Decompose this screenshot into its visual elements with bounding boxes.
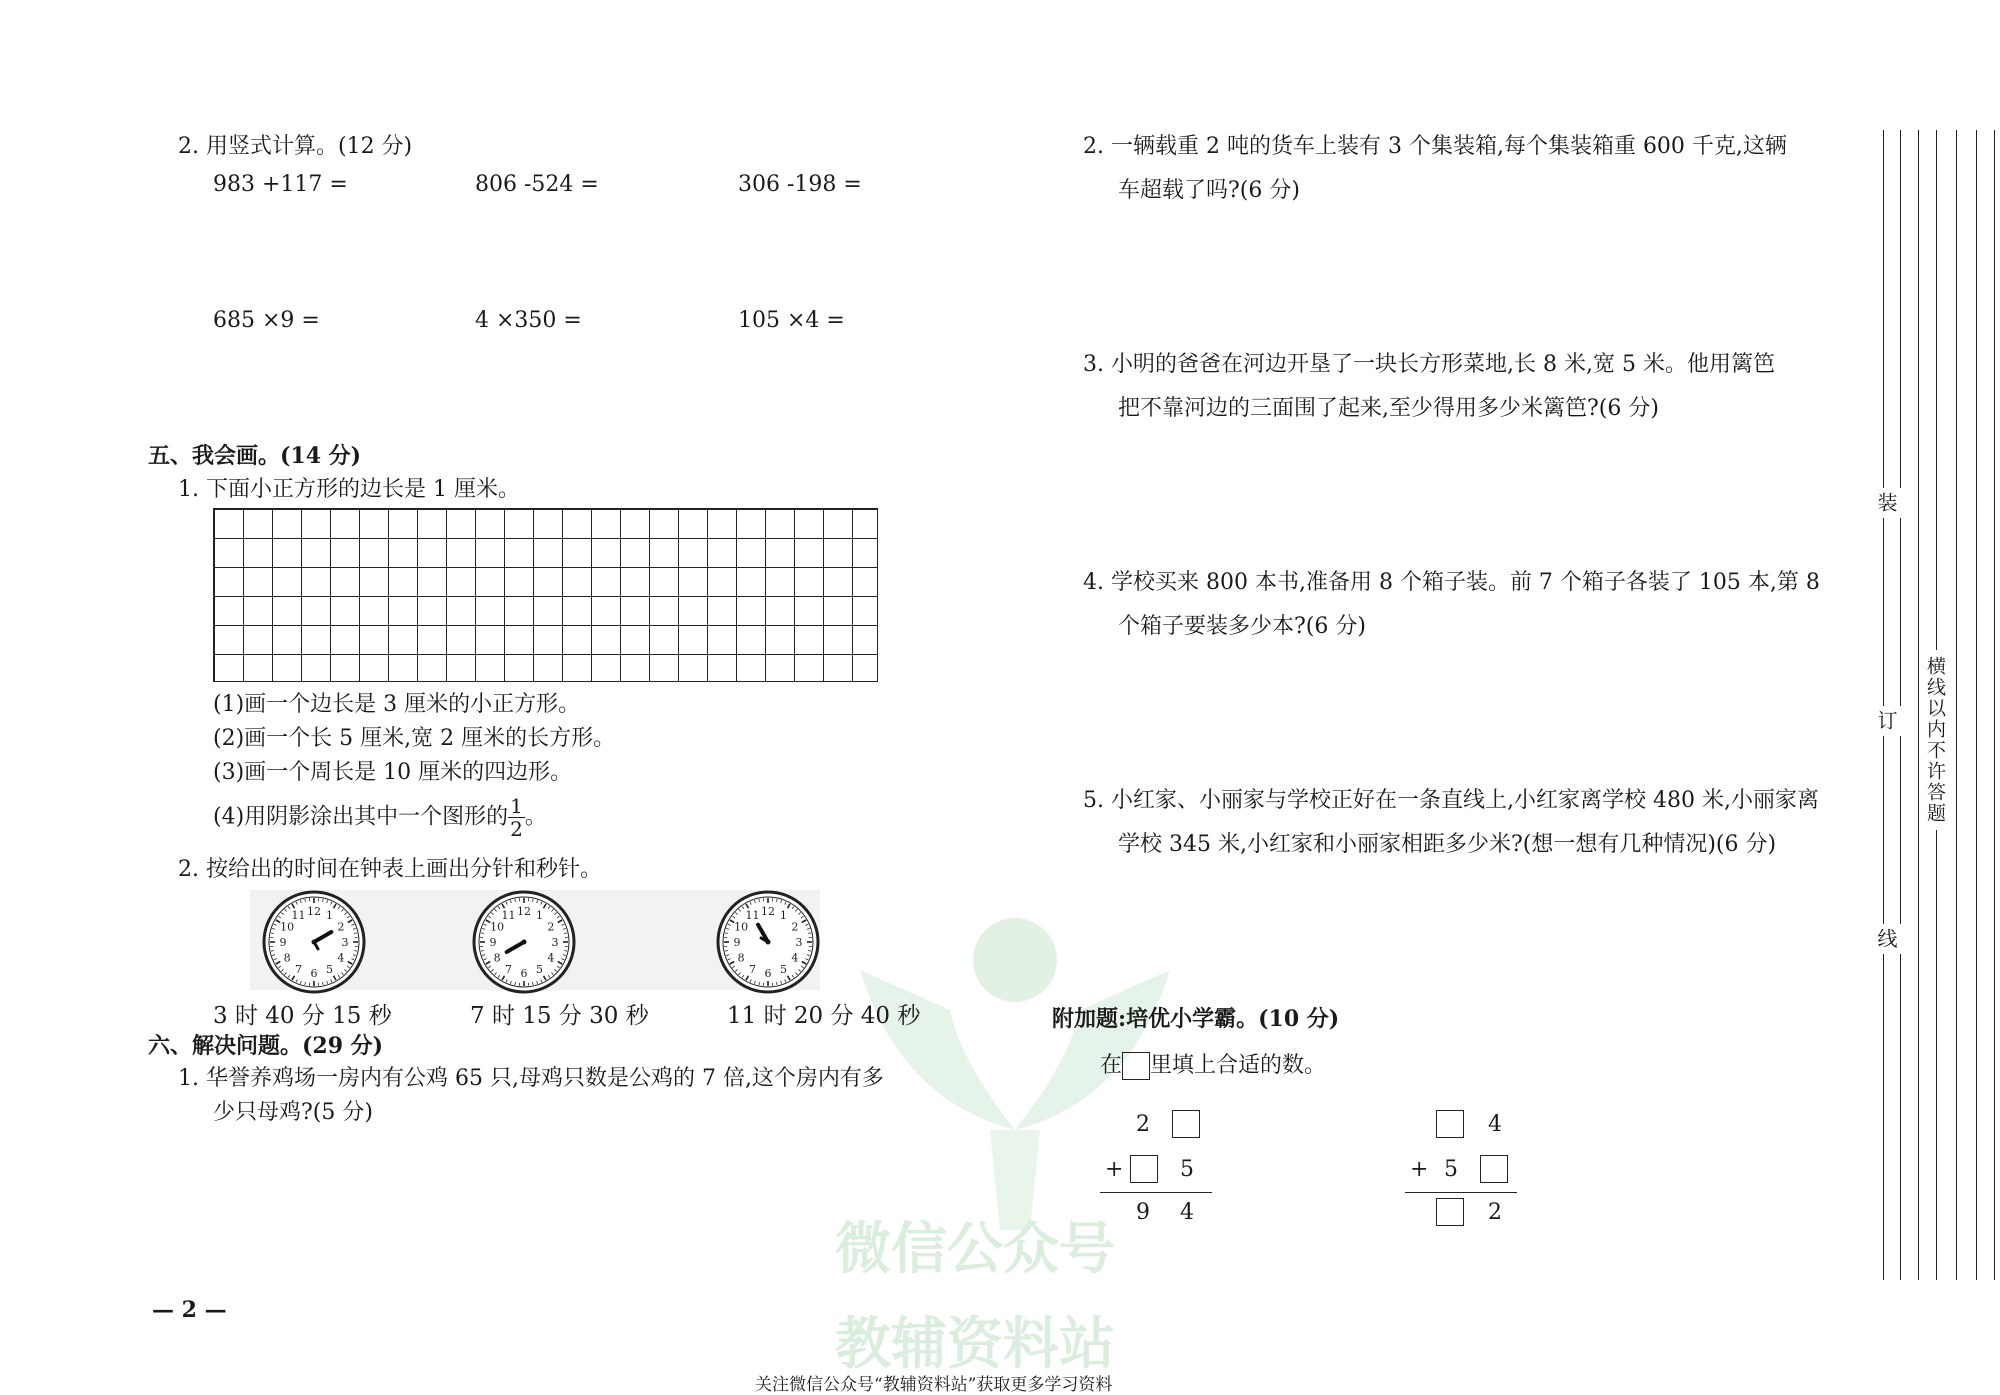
svg-text:4: 4 [791, 952, 798, 965]
clock-1[interactable] [262, 890, 366, 998]
right-q4-line2: 个箱子要装多少本?(6 分) [1118, 612, 1366, 642]
right-q5-line1: 5. 小红家、小丽家与学校正好在一条直线上,小红家离学校 480 米,小丽家离 [1083, 786, 1819, 816]
svg-text:2: 2 [547, 921, 554, 934]
margin-line-5 [1956, 130, 1957, 1280]
svg-text:8: 8 [284, 952, 291, 965]
puzzle1-r3-b: 4 [1180, 1198, 1194, 1228]
section-6-q1-line1: 1. 华誉养鸡场一房内有公鸡 65 只,母鸡只数是公鸡的 7 倍,这个房内有多 [178, 1064, 884, 1094]
section-6-title: 六、解决问题。(29 分) [148, 1031, 383, 1061]
clock-face-svg [472, 890, 576, 994]
svg-text:6: 6 [765, 967, 772, 980]
margin-line-1 [1883, 130, 1884, 1280]
svg-text:5: 5 [536, 963, 543, 976]
margin-line-3 [1918, 130, 1919, 1280]
puzzle2-plus: + [1410, 1155, 1428, 1185]
svg-text:11: 11 [502, 909, 516, 922]
clock-label-1: 3 时 40 分 15 秒 [213, 997, 392, 1030]
svg-text:12: 12 [517, 905, 531, 918]
svg-text:9: 9 [280, 936, 287, 949]
right-q3-line1: 3. 小明的爸爸在河边开垦了一块长方形菜地,长 8 米,宽 5 米。他用篱笆 [1083, 350, 1775, 380]
puzzle2-r3-digit: 2 [1488, 1198, 1502, 1228]
puzzle2-r3-box[interactable] [1436, 1198, 1464, 1226]
sub4-prefix: (4)用阴影涂出其中一个图形的 [213, 805, 508, 830]
svg-text:6: 6 [311, 967, 318, 980]
svg-text:11: 11 [746, 909, 760, 922]
section-5-title: 五、我会画。(14 分) [148, 441, 361, 471]
example-box [1122, 1052, 1150, 1080]
section-5-sub3: (3)画一个周长是 10 厘米的四边形。 [213, 758, 572, 788]
section-5-sub1: (1)画一个边长是 3 厘米的小正方形。 [213, 690, 580, 720]
svg-text:10: 10 [734, 921, 748, 934]
calc-806-524: 806 -524 = [475, 170, 599, 200]
watermark-text-2: 教辅资料站 [835, 1300, 1115, 1380]
svg-text:3: 3 [342, 936, 349, 949]
svg-text:10: 10 [280, 921, 294, 934]
clock-label-2: 7 时 15 分 30 秒 [470, 997, 649, 1030]
svg-text:6: 6 [521, 967, 528, 980]
svg-text:2: 2 [337, 921, 344, 934]
right-q2-line1: 2. 一辆载重 2 吨的货车上装有 3 个集装箱,每个集装箱重 600 千克,这辆 [1083, 132, 1787, 162]
margin-xian: 线 [1872, 924, 1901, 954]
right-q4-line1: 4. 学校买来 800 本书,准备用 8 个箱子装。前 7 个箱子各装了 105 本,第 8 [1083, 568, 1820, 598]
puzzle1-r2-box[interactable] [1130, 1155, 1158, 1183]
footer-note: 关注微信公众号“教辅资料站”获取更多学习资料 [755, 1370, 1112, 1395]
clock-face-svg [262, 890, 366, 994]
puzzle2-r2-box[interactable] [1480, 1155, 1508, 1183]
section-5-sub4 [213, 795, 547, 840]
question-4-2-title: 2. 用竖式计算。(12 分) [178, 132, 412, 162]
right-q3-line2: 把不靠河边的三面围了起来,至少得用多少米篱笆?(6 分) [1118, 394, 1659, 424]
puzzle2-line [1405, 1192, 1517, 1193]
svg-text:4: 4 [547, 952, 554, 965]
puzzle1-r1-digit: 2 [1136, 1110, 1150, 1140]
right-q2-line2: 车超载了吗?(6 分) [1118, 176, 1300, 206]
section-5-q2: 2. 按给出的时间在钟表上画出分针和秒针。 [178, 855, 602, 885]
margin-ding: 订 [1872, 706, 1901, 736]
svg-text:7: 7 [295, 963, 302, 976]
calc-983-117: 983 +117 = [213, 170, 348, 200]
section-6-q1-line2: 少只母鸡?(5 分) [213, 1098, 373, 1128]
puzzle1-plus: + [1105, 1155, 1123, 1185]
calc-105x4: 105 ×4 = [738, 306, 845, 336]
svg-text:12: 12 [307, 905, 321, 918]
fraction-one-half: $\frac{1}{2}$ [508, 795, 525, 840]
puzzle1-line [1100, 1192, 1212, 1193]
svg-text:5: 5 [326, 963, 333, 976]
watermark-text-1: 微信公众号 [835, 1205, 1115, 1285]
svg-text:8: 8 [494, 952, 501, 965]
svg-text:11: 11 [292, 909, 306, 922]
calc-685x9: 685 ×9 = [213, 306, 320, 336]
puzzle1-r2-digit: 5 [1180, 1155, 1194, 1185]
section-5-sub2: (2)画一个长 5 厘米,宽 2 厘米的长方形。 [213, 724, 615, 754]
svg-text:8: 8 [738, 952, 745, 965]
svg-text:1: 1 [326, 909, 333, 922]
svg-text:10: 10 [490, 921, 504, 934]
svg-text:1: 1 [780, 909, 787, 922]
margin-line-7 [1994, 130, 1995, 1280]
puzzle1-r3-a: 9 [1136, 1198, 1150, 1228]
svg-text:7: 7 [749, 963, 756, 976]
bonus-instruction: 在 里填上合适的数。 [1100, 1051, 1326, 1081]
puzzle2-r1-box[interactable] [1436, 1110, 1464, 1138]
svg-text:5: 5 [780, 963, 787, 976]
calc-306-198: 306 -198 = [738, 170, 862, 200]
margin-zhuang: 装 [1872, 488, 1901, 518]
clock-label-3: 11 时 20 分 40 秒 [727, 997, 920, 1030]
svg-text:9: 9 [734, 936, 741, 949]
puzzle2-r1-digit: 4 [1488, 1110, 1502, 1140]
clock-2[interactable] [472, 890, 576, 998]
square-grid[interactable] [213, 508, 878, 682]
margin-line-2 [1900, 130, 1901, 1280]
svg-text:4: 4 [337, 952, 344, 965]
section-5-q1: 1. 下面小正方形的边长是 1 厘米。 [178, 475, 520, 505]
clock-face-svg [716, 890, 820, 994]
svg-text:1: 1 [536, 909, 543, 922]
page-number: — 2 — [152, 1295, 227, 1325]
svg-text:3: 3 [552, 936, 559, 949]
bonus-title: 附加题:培优小学霸。(10 分) [1052, 1004, 1339, 1034]
svg-text:2: 2 [791, 921, 798, 934]
sub4-suffix: 。 [525, 805, 547, 830]
margin-notice: 横线以内不许答题 [1922, 650, 1949, 830]
puzzle2-r2-digit: 5 [1444, 1155, 1458, 1185]
right-q5-line2: 学校 345 米,小红家和小丽家相距多少米?(想一想有几种情况)(6 分) [1118, 830, 1776, 860]
svg-text:3: 3 [796, 936, 803, 949]
clock-3[interactable] [716, 890, 820, 998]
calc-4x350: 4 ×350 = [475, 306, 582, 336]
svg-text:12: 12 [761, 905, 775, 918]
puzzle1-r1-box[interactable] [1172, 1110, 1200, 1138]
svg-text:7: 7 [505, 963, 512, 976]
svg-text:9: 9 [490, 936, 497, 949]
margin-line-6 [1976, 130, 1977, 1280]
